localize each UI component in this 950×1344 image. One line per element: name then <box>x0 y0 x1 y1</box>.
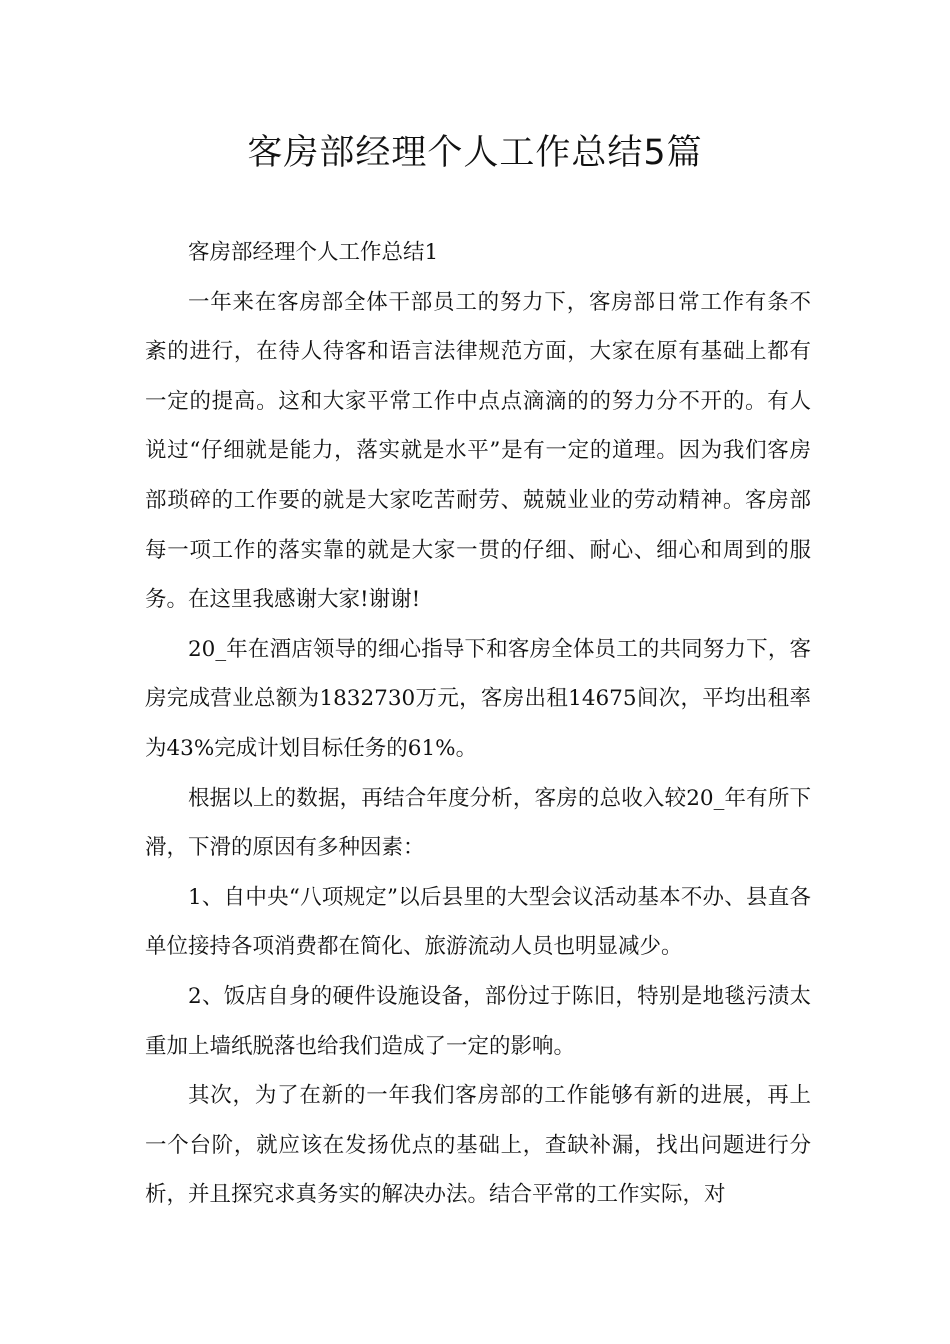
paragraph-reason-2: 2、饭店自身的硬件设施设备，部份过于陈旧，特别是地毯污渍太重加上墙纸脱落也给我们造成了一定的影响。 <box>145 983 811 1059</box>
paragraph-analysis: 根据以上的数据，再结合年度分析，客房的总收入较20_年有所下滑，下滑的原因有多种因素： <box>145 785 811 861</box>
paragraph-next-steps: 其次，为了在新的一年我们客房部的工作能够有新的进展，再上一个台阶，就应该在发扬优点的基础上，查缺补漏，找出问题进行分析，并且探究求真务实的解决办法。结合平常的工作实际，对 <box>145 1083 811 1208</box>
paragraph-intro: 一年来在客房部全体干部员工的努力下，客房部日常工作有条不紊的进行，在待人待客和语言法律规范方面，大家在原有基础上都有一定的提高。这和大家平常工作中点点滴滴的的努力分不开的。有人说过“仔细就是能力，落实就是水平”是有一定的道理。因为我们客房部琐碎的工作要的就是大家吃苦耐劳、兢兢业业的劳动精神。客房部每一项工作的落实靠的就是大家一贯的仔细、耐心、细心和周到的服务。在这里我感谢大家!谢谢! <box>145 289 811 613</box>
document-title: 客房部经理个人工作总结5篇 <box>247 133 703 173</box>
paragraph-reason-1: 1、自中央“八项规定”以后县里的大型会议活动基本不办、县直各单位接持各项消费都在简化、旅游流动人员也明显减少。 <box>145 884 811 960</box>
paragraph-revenue: 20_年在酒店领导的细心指导下和客房全体员工的共同努力下，客房完成营业总额为1832730万元，客房出租14675间次，平均出租率为43%完成计划目标任务的61%。 <box>145 636 811 761</box>
section-heading: 客房部经理个人工作总结1 <box>188 240 439 265</box>
document-body <box>145 228 811 1220</box>
